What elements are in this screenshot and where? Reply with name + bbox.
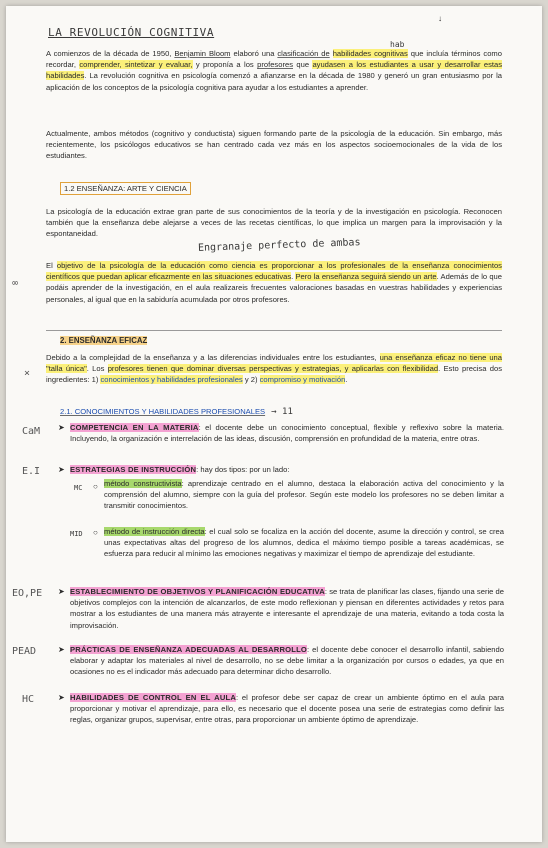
margin-note-cam: CaM <box>22 426 41 437</box>
bullet-arrow-icon: ➤ <box>58 423 65 432</box>
bullet-arrow-icon: ➤ <box>58 645 65 654</box>
margin-note-ei: E.I <box>22 466 41 477</box>
paragraph-intro: A comienzos de la década de 1950, Benjamin Bloom elaboró una clasificación de habilidades cognitivas que incluía términos como recordar, comprender, sintetizar y evaluar, y proponía a los profesores que ayudasen a los estudiantes a usar y desarrollar estas habilidades. La revolución cognitiva en psicología comenzó a afianzarse en la década de 1980 y generó un gran entusiasmo por la aplicación de los conceptos de la psicología cognitiva para ayudar a los estudiantes a aprender. <box>46 49 503 92</box>
paragraph-current: Actualmente, ambos métodos (cognitivo y conductista) siguen formando parte de la psicología de la educación. Sin embargo, más recientemente, los psicólogos educativos se han centrado cada vez más en los aspectos socioemocionales de la vida de los estudiantes. <box>46 129 502 161</box>
handwritten-note-engranaje: Engranaje perfecto de ambas <box>197 237 361 254</box>
section-heading-2: 2. ENSEÑANZA EFICAZ <box>60 336 148 345</box>
section-heading-1-2: 1.2 ENSEÑANZA: ARTE Y CIENCIA <box>60 184 191 193</box>
method-instruccion-directa: método de instrucción directa: el cual solo se focaliza en la acción del docente, asume la dirección y control, se crea unas expectativas altas del progreso de los alumnos, dedica el máximo tiempo posible a tareas académicas, se esfuerza para reducir al mínimo las emociones negativas y maximizar el tiempo de aprendizaje del estudiante. <box>104 527 504 559</box>
margin-note-mid: MID <box>70 530 83 538</box>
bullet-estrategias: ESTRATEGIAS DE INSTRUCCIÓN: hay dos tipos: por un lado: <box>70 465 290 474</box>
down-arrow-icon: ↓ <box>438 14 442 23</box>
bullet-arrow-icon: ➤ <box>58 587 65 596</box>
margin-cross-icon: × <box>24 368 31 379</box>
bullet-objetivos: ESTABLECIMIENTO DE OBJETIVOS Y PLANIFICACIÓN EDUCATIVA: se trata de planificar las clases, fijando una serie de objetivos complejos con la intención de alcanzarlos, de este modo reflexionan y piensan en diferentes actividades y retos para mostrar a los estudiantes de una manera más atrayente e interesante el aprendizaje de una materia, evitando a toda costa la improvisación. <box>70 587 504 630</box>
bullet-circle-icon: ○ <box>93 528 98 537</box>
bullet-arrow-icon: ➤ <box>58 693 65 702</box>
bullet-circle-icon: ○ <box>93 482 98 491</box>
page-title: LA REVOLUCIÓN COGNITIVA <box>48 26 215 39</box>
margin-infinity-icon: ∞ <box>12 278 19 289</box>
paragraph-objective: El objetivo de la psicología de la educación como ciencia es proporcionar a los profesionales de la enseñanza conocimientos científicos que puedan aplicar eficazmente en las situaciones educativas. Pero la enseñanza seguirá siendo un arte. Además de lo que podáis aprender de la investigación, en el aula realizareis frecuentes valoraciones basadas en vuestras habilidades y experiencias personales, al igual que en la sabiduría acumulada por otros profesores. <box>46 261 502 304</box>
method-constructivista: método constructivista: aprendizaje centrado en el alumno, destaca la elaboración activa del conocimiento y la comprensión del alumno, siempre con la guía del profesor. Según este modelo los profesores no se deben limitar a transmitir conocimientos. <box>104 479 504 511</box>
margin-note-eope: EO,PE <box>12 588 43 599</box>
section-heading-2-1: 2.1. CONOCIMIENTOS Y HABILIDADES PROFESIONALES → 11 <box>60 407 293 417</box>
margin-note-hc: HC <box>22 694 35 705</box>
margin-note-hab: hab <box>390 40 405 49</box>
handwritten-note-11: → 11 <box>271 407 293 417</box>
paragraph-science: La psicología de la educación extrae gran parte de sus conocimientos de la teoría y de la investigación en psicología. Reconocen también que la enseñanza debe alejarse a veces de las recetas científicas, lo que implica un margen para la improvisación y la espontaneidad. <box>46 207 502 239</box>
bullet-competencia: COMPETENCIA EN LA MATERIA: el docente debe un conocimiento conceptual, flexible y reflexivo sobre la materia. Incluyendo, la organización e interrelación de las ideas, discusión, comprensión en profundidad de la materia, entre otras. <box>70 423 504 444</box>
margin-note-pead: PEAD <box>12 646 37 657</box>
margin-note-mc: MC <box>74 484 83 492</box>
section-divider <box>46 330 502 331</box>
bullet-control-aula: HABILIDADES DE CONTROL EN EL AULA: el profesor debe ser capaz de crear un ambiente óptimo en el aula para proporcionar y motivar el aprendizaje, para ello, es necesario que el docente posea una serie de estrategias como definir las reglas, organizar grupos, supervisar, entre otras, para proporcionar un ambiente óptimo de aprendizaje. <box>70 693 504 725</box>
bullet-practicas: PRÁCTICAS DE ENSEÑANZA ADECUADAS AL DESARROLLO: el docente debe conocer el desarrollo infantil, sabiendo elaborar y adaptar los materiales al nivel de desarrollo, no se debe limitar a la organización por cursos o edades, ya que en ocasiones no es el indicador más adecuado para determinar dicho desarrollo. <box>70 645 504 677</box>
bullet-arrow-icon: ➤ <box>58 465 65 474</box>
paragraph-effective: Debido a la complejidad de la enseñanza y a las diferencias individuales entre los estudiantes, una enseñanza eficaz no tiene una "talla única". Los profesores tienen que dominar diversas perspectivas y estrategias, y aplicarlas con flexibilidad. Esto precisa dos ingredientes: 1) conocimientos y habilidades profesionales y 2) compromiso y motivación. <box>46 353 503 385</box>
